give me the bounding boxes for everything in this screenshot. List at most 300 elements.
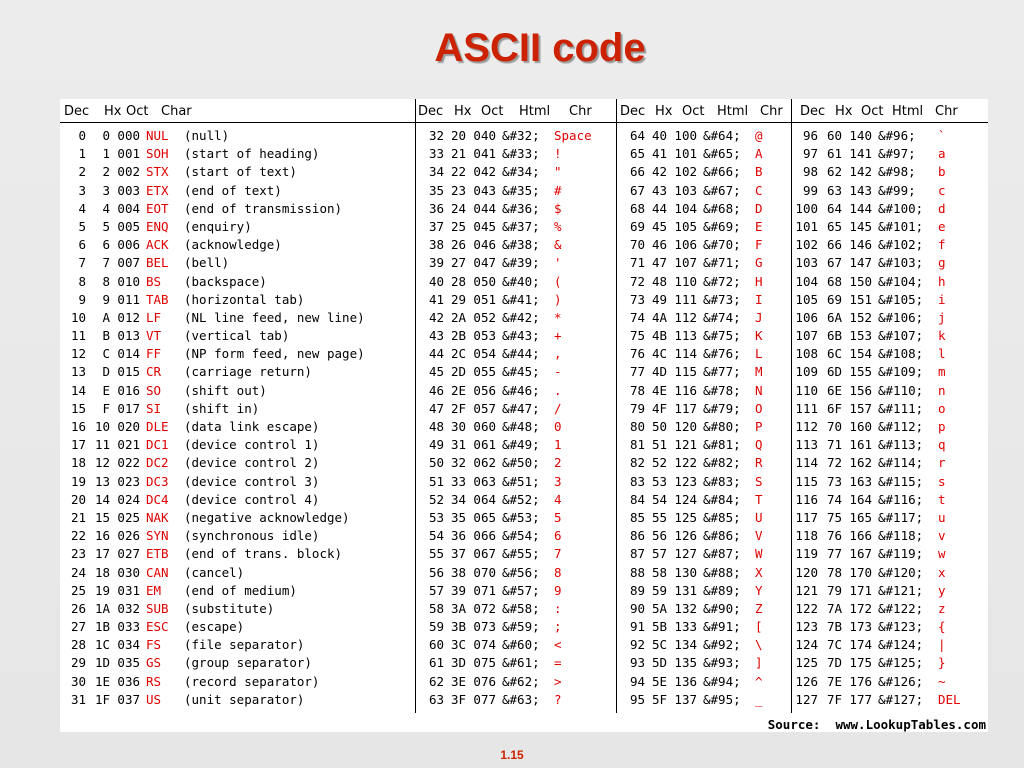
hex-cell: 30 [450,419,466,434]
char-description: (shift in) [184,400,260,416]
table-row [60,182,415,200]
oct-cell: 135 [674,655,697,671]
chr-cell: : [554,600,562,616]
html-entity-cell: &#37; [502,218,540,234]
char-description: (end of medium) [184,582,297,598]
table-row [792,382,988,400]
chr-cell: F [755,237,763,253]
hex-cell: 40 [651,128,667,143]
dec-cell: 58 [428,600,444,616]
chr-cell: [ [755,619,763,635]
chr-cell: G [755,255,763,271]
char-abbr: NAK [146,509,169,525]
dec-cell: 18 [70,455,86,471]
hex-cell: 7B [826,619,842,635]
hex-cell: 3C [450,637,466,653]
hex-cell: 22 [450,164,466,180]
chr-cell: w [938,546,946,562]
table-row [617,254,791,272]
dec-cell: 81 [629,437,645,453]
hex-cell: 33 [450,473,466,489]
dec-cell: 23 [70,546,86,562]
oct-cell: 010 [117,273,140,289]
char-description: (device control 2) [184,455,320,471]
dec-cell: 49 [428,437,444,453]
html-entity-cell: &#38; [502,237,540,253]
chr-cell: Z [755,600,763,616]
dec-cell: 127 [795,691,818,707]
table-row [617,509,791,527]
chr-cell: 9 [554,582,562,598]
html-entity-cell: &#43; [502,328,540,344]
dec-cell: 28 [70,637,86,653]
html-entity-cell: &#115; [878,473,924,489]
char-description: (null) [184,128,230,143]
html-entity-cell: &#119; [878,546,924,562]
html-entity-cell: &#58; [502,600,540,616]
dec-cell: 82 [629,455,645,471]
table-row [60,600,415,618]
oct-cell: 000 [117,128,140,143]
oct-cell: 117 [674,400,697,416]
oct-cell: 074 [473,637,496,653]
oct-cell: 027 [117,546,140,562]
table-row [617,382,791,400]
oct-cell: 007 [117,255,140,271]
control-char-column [60,99,415,732]
hex-cell: 3D [450,655,466,671]
char-abbr: SYN [146,528,169,544]
chr-cell: b [938,164,946,180]
chr-cell: R [755,455,763,471]
oct-cell: 075 [473,655,496,671]
html-entity-cell: &#105; [878,291,924,307]
hex-cell: B [102,328,110,344]
dec-cell: 79 [629,400,645,416]
table-row [617,145,791,163]
chr-cell: a [938,146,946,162]
hex-cell: E [102,382,110,398]
hex-cell: 17 [94,546,110,562]
dec-cell: 7 [78,255,86,271]
table-row [792,618,988,636]
oct-cell: 044 [473,200,496,216]
dec-cell: 46 [428,382,444,398]
dec-cell: 126 [795,673,818,689]
html-entity-cell: &#49; [502,437,540,453]
oct-cell: 043 [473,182,496,198]
char-abbr: BEL [146,255,169,271]
html-entity-cell: &#59; [502,619,540,635]
hex-cell: 35 [450,509,466,525]
table-row [60,564,415,582]
chr-cell: T [755,491,763,507]
table-row [617,291,791,309]
html-entity-cell: &#123; [878,619,924,635]
header-oct-1: Oct [126,104,149,119]
hex-cell: 44 [651,200,667,216]
table-row [792,564,988,582]
table-row [792,673,988,691]
dec-cell: 102 [795,237,818,253]
table-row [617,436,791,454]
dec-cell: 103 [795,255,818,271]
dec-cell: 55 [428,546,444,562]
hex-cell: 20 [450,128,466,143]
html-entity-cell: &#75; [703,328,741,344]
hex-cell: 71 [826,437,842,453]
chr-cell: . [554,382,562,398]
dec-cell: 110 [795,382,818,398]
table-row [792,127,988,145]
table-row [416,654,616,672]
chr-cell: x [938,564,946,580]
chr-cell: H [755,273,763,289]
hex-cell: 5F [651,691,667,707]
table-row [416,218,616,236]
oct-cell: 177 [849,691,872,707]
dec-cell: 66 [629,164,645,180]
hex-cell: 3 [102,182,110,198]
oct-cell: 066 [473,528,496,544]
hex-cell: 7 [102,255,110,271]
dec-cell: 30 [70,673,86,689]
table-row [617,636,791,654]
table-row [617,673,791,691]
char-abbr: STX [146,164,169,180]
hex-cell: 14 [94,491,110,507]
html-entity-cell: &#56; [502,564,540,580]
dec-cell: 77 [629,364,645,380]
oct-cell: 031 [117,582,140,598]
dec-cell: 86 [629,528,645,544]
html-entity-cell: &#44; [502,346,540,362]
html-entity-cell: &#126; [878,673,924,689]
html-entity-cell: &#120; [878,564,924,580]
hex-cell: 63 [826,182,842,198]
oct-cell: 034 [117,637,140,653]
table-row [617,182,791,200]
hex-cell: 7E [826,673,842,689]
html-entity-cell: &#46; [502,382,540,398]
hex-cell: 6D [826,364,842,380]
oct-cell: 064 [473,491,496,507]
table-row [792,400,988,418]
oct-cell: 161 [849,437,872,453]
dec-cell: 57 [428,582,444,598]
ascii-table [60,99,988,732]
table-row [416,200,616,218]
html-entity-cell: &#114; [878,455,924,471]
dec-cell: 78 [629,382,645,398]
char-description: (file separator) [184,637,305,653]
char-abbr: SOH [146,146,169,162]
header-oct-2: Oct [481,104,504,119]
dec-cell: 12 [70,346,86,362]
hex-cell: 4 [102,200,110,216]
html-entity-cell: &#32; [502,128,540,143]
hex-cell: 1 [102,146,110,162]
table-row [617,654,791,672]
chr-cell: % [554,218,562,234]
hex-cell: 70 [826,419,842,434]
oct-cell: 160 [849,419,872,434]
html-entity-cell: &#69; [703,218,741,234]
chr-cell: 5 [554,509,562,525]
dec-cell: 16 [70,419,86,434]
table-row [617,200,791,218]
chr-cell: @ [755,128,763,143]
dec-cell: 50 [428,455,444,471]
dec-cell: 121 [795,582,818,598]
chr-cell: 8 [554,564,562,580]
dec-cell: 47 [428,400,444,416]
char-abbr: SO [146,382,162,398]
chr-cell: S [755,473,763,489]
table-row [60,673,415,691]
table-row [617,582,791,600]
oct-cell: 136 [674,673,697,689]
table-row [60,545,415,563]
html-entity-cell: &#92; [703,637,741,653]
html-entity-cell: &#108; [878,346,924,362]
chr-cell: ? [554,691,562,707]
table-row [792,636,988,654]
table-row [617,400,791,418]
oct-cell: 002 [117,164,140,180]
html-entity-cell: &#52; [502,491,540,507]
table-row [60,418,415,436]
chr-cell: 0 [554,419,562,434]
oct-cell: 054 [473,346,496,362]
oct-cell: 045 [473,218,496,234]
dec-cell: 13 [70,364,86,380]
char-abbr: DC2 [146,455,169,471]
chr-cell: 4 [554,491,562,507]
hex-cell: 23 [450,182,466,198]
oct-cell: 072 [473,600,496,616]
oct-cell: 047 [473,255,496,271]
html-entity-cell: &#104; [878,273,924,289]
table-row [792,545,988,563]
char-description: (device control 1) [184,437,320,453]
hex-cell: 21 [450,146,466,162]
oct-cell: 170 [849,564,872,580]
dec-cell: 27 [70,619,86,635]
oct-cell: 142 [849,164,872,180]
html-entity-cell: &#71; [703,255,741,271]
oct-cell: 123 [674,473,697,489]
table-row [617,218,791,236]
html-entity-cell: &#47; [502,400,540,416]
hex-cell: 46 [651,237,667,253]
hex-cell: 54 [651,491,667,507]
dec-cell: 97 [802,146,818,162]
hex-cell: 43 [651,182,667,198]
char-description: (substitute) [184,600,275,616]
header-hx-1: Hx [104,104,122,119]
chr-cell: y [938,582,946,598]
table-row [416,691,616,709]
hex-cell: 6E [826,382,842,398]
table-row [792,254,988,272]
dec-cell: 101 [795,218,818,234]
oct-cell: 014 [117,346,140,362]
hex-cell: 1B [94,619,110,635]
hex-cell: 57 [651,546,667,562]
dec-cell: 37 [428,218,444,234]
hex-cell: C [102,346,110,362]
oct-cell: 100 [674,128,697,143]
oct-cell: 174 [849,637,872,653]
table-row [416,363,616,381]
hex-cell: 24 [450,200,466,216]
oct-cell: 005 [117,218,140,234]
html-entity-cell: &#101; [878,218,924,234]
oct-cell: 121 [674,437,697,453]
chr-cell: ! [554,146,562,162]
dec-cell: 106 [795,309,818,325]
table-row [416,618,616,636]
oct-cell: 155 [849,364,872,380]
oct-cell: 156 [849,382,872,398]
dec-cell: 36 [428,200,444,216]
html-entity-cell: &#87; [703,546,741,562]
table-row [60,382,415,400]
dec-cell: 71 [629,255,645,271]
char-description: (unit separator) [184,691,305,707]
hex-cell: 61 [826,146,842,162]
chr-cell: p [938,419,946,434]
hex-cell: 1F [94,691,110,707]
hex-cell: 52 [651,455,667,471]
table-row [416,418,616,436]
dec-cell: 125 [795,655,818,671]
dec-cell: 9 [78,291,86,307]
chr-cell: D [755,200,763,216]
hex-cell: 31 [450,437,466,453]
oct-cell: 057 [473,400,496,416]
char-abbr: ESC [146,619,169,635]
html-entity-cell: &#82; [703,455,741,471]
char-description: (end of transmission) [184,200,343,216]
char-description: (vertical tab) [184,328,290,344]
oct-cell: 147 [849,255,872,271]
table-row [416,400,616,418]
table-row [617,309,791,327]
table-row [60,363,415,381]
html-entity-cell: &#127; [878,691,924,707]
char-abbr: FS [146,637,162,653]
hex-cell: 38 [450,564,466,580]
oct-cell: 153 [849,328,872,344]
chr-cell: N [755,382,763,398]
hex-cell: 8 [102,273,110,289]
chr-cell: " [554,164,562,180]
html-entity-cell: &#125; [878,655,924,671]
oct-cell: 172 [849,600,872,616]
table-row [416,491,616,509]
html-entity-cell: &#102; [878,237,924,253]
chr-cell: q [938,437,946,453]
table-row [792,654,988,672]
oct-cell: 003 [117,182,140,198]
chr-cell: j [938,309,946,325]
dec-cell: 2 [78,164,86,180]
chr-cell: L [755,346,763,362]
hex-cell: 6 [102,237,110,253]
dec-cell: 1 [78,146,86,162]
dec-cell: 15 [70,400,86,416]
table-row [792,491,988,509]
html-entity-cell: &#48; [502,419,540,434]
html-entity-cell: &#122; [878,600,924,616]
hex-cell: 78 [826,564,842,580]
hex-cell: 4C [651,346,667,362]
header-hx-4: Hx [835,104,853,119]
chr-cell: { [938,619,946,635]
header-oct-3: Oct [682,104,705,119]
oct-cell: 103 [674,182,697,198]
chr-cell: P [755,419,763,434]
char-abbr: CR [146,364,162,380]
oct-cell: 032 [117,600,140,616]
table-row [60,254,415,272]
hex-cell: 39 [450,582,466,598]
oct-cell: 102 [674,164,697,180]
oct-cell: 144 [849,200,872,216]
char-description: (acknowledge) [184,237,282,253]
char-description: (NL line feed, new line) [184,309,365,325]
table-row [617,545,791,563]
chr-cell: I [755,291,763,307]
dec-cell: 17 [70,437,86,453]
dec-cell: 80 [629,419,645,434]
oct-cell: 151 [849,291,872,307]
oct-cell: 141 [849,146,872,162]
dec-cell: 20 [70,491,86,507]
dec-cell: 83 [629,473,645,489]
table-row [792,327,988,345]
hex-cell: 28 [450,273,466,289]
table-row [416,527,616,545]
table-row [416,182,616,200]
hex-cell: 64 [826,200,842,216]
chr-cell: = [554,655,562,671]
html-entity-cell: &#107; [878,328,924,344]
hex-cell: 4F [651,400,667,416]
chr-cell: / [554,400,562,416]
hex-cell: 41 [651,146,667,162]
oct-cell: 052 [473,309,496,325]
html-entity-cell: &#96; [878,128,916,143]
chr-cell: t [938,491,946,507]
html-entity-cell: &#54; [502,528,540,544]
dec-cell: 107 [795,328,818,344]
table-row [60,491,415,509]
chr-cell: f [938,237,946,253]
hex-cell: 55 [651,509,667,525]
hex-cell: 47 [651,255,667,271]
html-entity-cell: &#57; [502,582,540,598]
dec-cell: 4 [78,200,86,216]
oct-cell: 067 [473,546,496,562]
table-row [617,691,791,709]
oct-cell: 134 [674,637,697,653]
table-row [617,363,791,381]
dec-cell: 115 [795,473,818,489]
chr-cell: h [938,273,946,289]
